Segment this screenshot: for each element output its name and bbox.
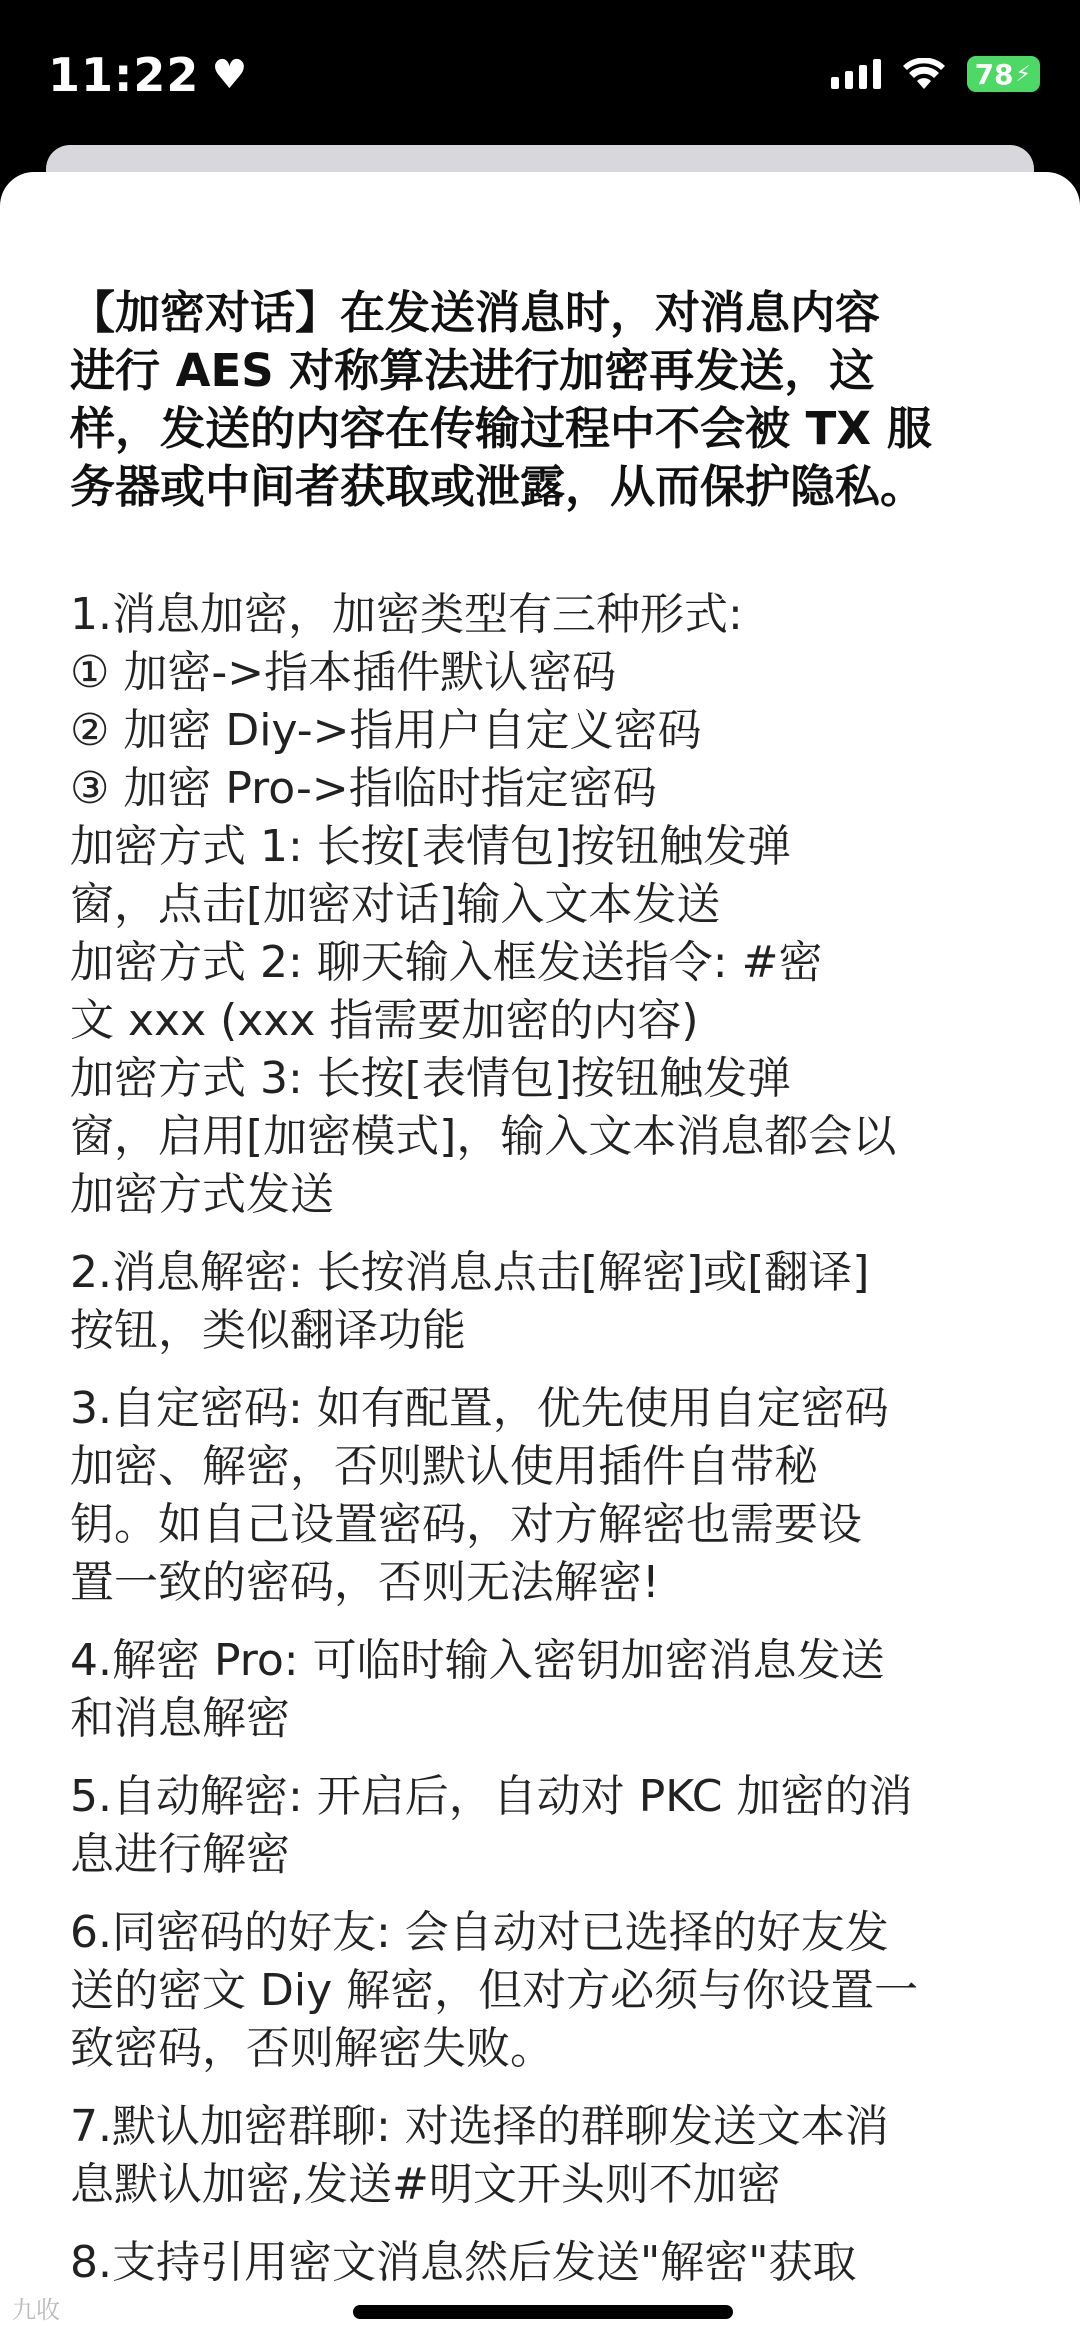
feature-item-4: 4.解密 Pro: 可临时输入密钥加密消息发送 和消息解密	[70, 1635, 885, 1744]
time-text: 11:22	[48, 48, 200, 102]
feature-item-8: 8.支持引用密文消息然后发送"解密"获取	[70, 2237, 857, 2288]
feature-item-3: 3.自定密码: 如有配置，优先使用自定密码 加密、解密，否则默认使用插件自带秘 钥。如自己设置密码，对方解密也需要设 置一致的密码，否则无法解密!	[70, 1383, 889, 1608]
intro-paragraph: 【加密对话】在发送消息时，对消息内容 进行 AES 对称算法进行加密再发送，这 样，发送的内容在传输过程中不会被 TX 服 务器或中间者获取或泄露，从而保护隐私。	[70, 286, 932, 513]
home-indicator[interactable]	[353, 2305, 733, 2319]
battery-level: 78	[974, 57, 1014, 91]
feature-item-7: 7.默认加密群聊: 对选择的群聊发送文本消 息默认加密,发送#明文开头则不加密	[70, 2101, 889, 2210]
feature-item-6: 6.同密码的好友: 会自动对已选择的好友发 送的密文 Diy 解密，但对方必须与你设置一 致密码，否则解密失败。	[70, 1907, 919, 2074]
feature-item-5: 5.自动解密: 开启后，自动对 PKC 加密的消 息进行解密	[70, 1771, 913, 1880]
status-bar	[0, 0, 1080, 150]
status-icons	[831, 56, 1040, 92]
battery-indicator	[967, 56, 1040, 92]
watermark: 九收	[12, 2296, 60, 2324]
charging-bolt-icon: ⚡	[1015, 61, 1031, 87]
status-time	[48, 48, 248, 102]
feature-item-2: 2.消息解密: 长按消息点击[解密]或[翻译] 按钮，类似翻译功能	[70, 1247, 870, 1356]
description-sheet[interactable]	[0, 172, 1080, 2339]
wifi-icon	[903, 58, 945, 90]
sheet-content	[70, 284, 1030, 2312]
feature-item-1: 1.消息加密，加密类型有三种形式: ① 加密->指本插件默认密码 ② 加密 Diy->指用户自定义密码 ③ 加密 Pro->指临时指定密码 加密方式 1: 长按[表情包]按钮触发弹 窗，点击[加密对话]输入文本发送 加密方式 2: 聊天输入框发送指令: #密 文 xxx (xxx 指需要加密的内容) 加密方式 3: 长按[表情包]按钮触发弹 窗，启用[加密模式]，输入文本消息都会以 加密方式发送	[70, 589, 897, 1220]
heart-icon: ♥	[211, 52, 249, 98]
cellular-signal-icon	[831, 59, 881, 89]
